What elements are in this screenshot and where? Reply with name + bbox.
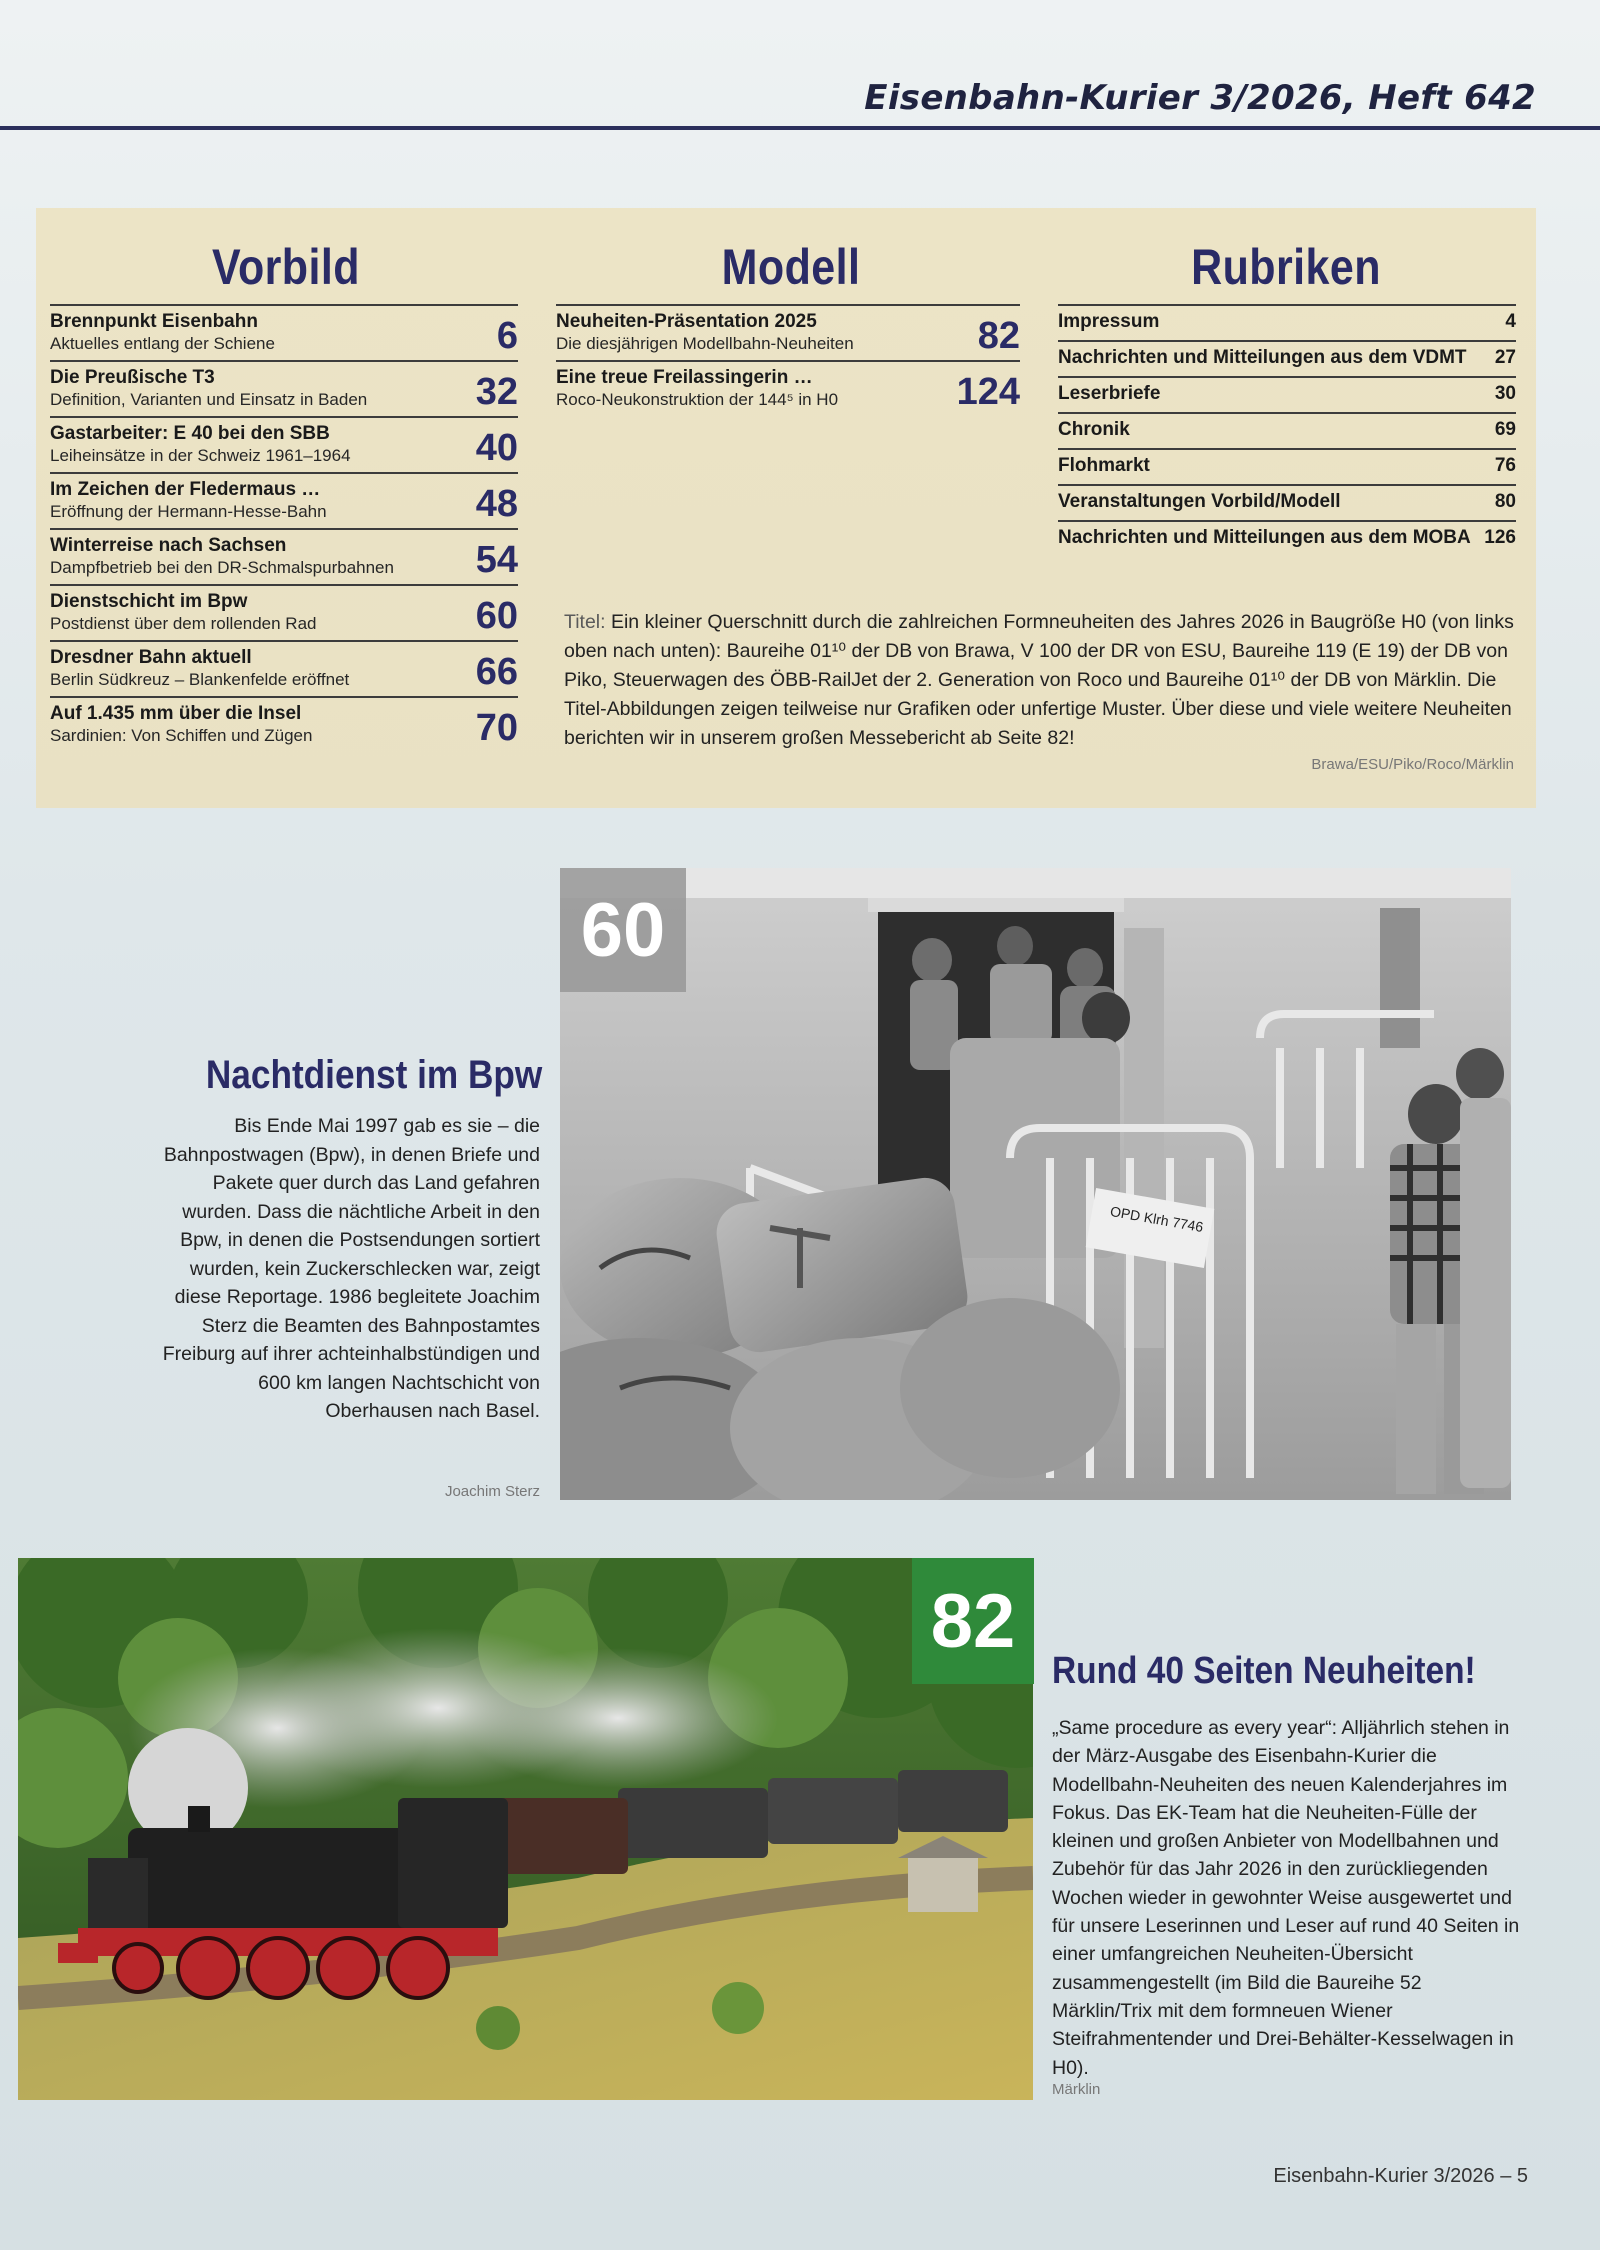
toc-entry-subtitle: Roco-Neukonstruktion der 144⁵ in H0 bbox=[556, 390, 839, 409]
toc-entry[interactable] bbox=[50, 472, 518, 528]
toc-entry-page: 40 bbox=[475, 427, 518, 469]
toc-entry-subtitle: Postdienst über dem rollenden Rad bbox=[50, 614, 317, 633]
toc-entry-subtitle: Leiheinsätze in der Schweiz 1961–1964 bbox=[50, 446, 351, 465]
toc-entry-subtitle: Dampfbetrieb bei den DR-Schmalspurbahnen bbox=[50, 558, 394, 577]
cover-caption-credit: Brawa/ESU/Piko/Roco/Märklin bbox=[1311, 756, 1514, 773]
toc-entry-page: 82 bbox=[977, 315, 1020, 357]
rubrik-page: 4 bbox=[1505, 311, 1516, 332]
toc-heading-modell: Modell bbox=[721, 239, 861, 295]
rubrik-entry[interactable] bbox=[1058, 412, 1516, 448]
toc-entry-subtitle: Die diesjährigen Modellbahn-Neuheiten bbox=[556, 334, 854, 353]
toc-entry[interactable] bbox=[556, 304, 1020, 360]
rubrik-page: 27 bbox=[1494, 347, 1516, 368]
rubrik-entry[interactable] bbox=[1058, 448, 1516, 484]
toc-entry-page: 6 bbox=[496, 315, 518, 357]
toc-entry-title: Auf 1.435 mm über die Insel bbox=[50, 703, 302, 724]
cover-caption-label: Titel: bbox=[564, 611, 606, 633]
rubrik-page: 76 bbox=[1494, 455, 1516, 476]
magazine-issue-header: Eisenbahn-Kurier 3/2026, Heft 642 bbox=[864, 78, 1536, 118]
feature60-heading[interactable]: Nachtdienst im Bpw bbox=[205, 1053, 542, 1097]
toc-entry-page: 54 bbox=[475, 539, 518, 581]
rubrik-entry[interactable] bbox=[1058, 484, 1516, 520]
rubrik-page: 126 bbox=[1484, 527, 1516, 548]
cover-caption bbox=[564, 608, 1516, 753]
toc-entry-page: 66 bbox=[475, 651, 518, 693]
toc-entry[interactable] bbox=[50, 640, 518, 696]
toc-entry-page: 48 bbox=[475, 483, 518, 525]
rubrik-title: Nachrichten und Mitteilungen aus dem VDMT bbox=[1058, 347, 1467, 368]
toc-entry-title: Neuheiten-Präsentation 2025 bbox=[556, 311, 817, 332]
cover-caption-text: Ein kleiner Querschnitt durch die zahlreichen Formneuheiten des Jahres 2026 in Baugröße H0 (von links oben nach unten): Baureihe 01¹⁰ der DB von Brawa, V 100 der DR von ESU, Baureihe 119 (E 19) der DB von Piko, Steuerwagen des ÖBB-RailJet der 2. Generation von Roco und Baureihe 01¹⁰ der DB von Märklin. Die Titel-Abbildungen zeigen teilweise nur Grafiken oder unfertige Muster. Über diese und viele weitere Neuheiten berichten wir in unserem großen Messebericht ab Seite 82! bbox=[564, 611, 1514, 749]
rubrik-page: 80 bbox=[1494, 491, 1516, 512]
rubrik-entry[interactable] bbox=[1058, 520, 1516, 556]
rubrik-entry[interactable] bbox=[1058, 340, 1516, 376]
rubrik-page: 69 bbox=[1494, 419, 1516, 440]
toc-column-modell bbox=[556, 304, 1020, 416]
toc-entry-title: Im Zeichen der Fledermaus … bbox=[50, 479, 321, 500]
rubrik-title: Flohmarkt bbox=[1058, 455, 1150, 476]
feature60-photo-credit: Joachim Sterz bbox=[444, 1483, 540, 1500]
toc-entry[interactable] bbox=[50, 584, 518, 640]
toc-entry-page: 32 bbox=[475, 371, 518, 413]
table-of-contents bbox=[36, 208, 1536, 808]
toc-entry-subtitle: Eröffnung der Hermann-Hesse-Bahn bbox=[50, 502, 327, 521]
rubrik-title: Nachrichten und Mitteilungen aus dem MOBA bbox=[1058, 527, 1471, 548]
toc-entry[interactable] bbox=[50, 360, 518, 416]
toc-heading-rubriken: Rubriken bbox=[1191, 239, 1381, 295]
toc-column-rubriken bbox=[1058, 304, 1516, 556]
rubrik-title: Impressum bbox=[1058, 311, 1160, 332]
toc-entry-title: Die Preußische T3 bbox=[50, 367, 215, 388]
toc-entry-subtitle: Sardinien: Von Schiffen und Zügen bbox=[50, 726, 313, 745]
toc-entry-page: 70 bbox=[475, 707, 518, 749]
toc-entry-title: Brennpunkt Eisenbahn bbox=[50, 311, 258, 332]
feature60-body: Bis Ende Mai 1997 gab es sie – die Bahnpostwagen (Bpw), in denen Briefe und Pakete quer durch das Land gefahren wurden. Dass die nächtliche Arbeit in den Bpw, in denen die Postsendungen sortiert wurden, kein Zuckerschlecken war, zeigt diese Reportage. 1986 begleitete Joachim Sterz die Beamten des Bahnpostamtes Freiburg auf ihrer achteinhalbstündigen und 600 km langen Nachtschicht von Oberhausen nach Basel. bbox=[162, 1115, 540, 1422]
model-train-photo-illustration bbox=[18, 1558, 1033, 2100]
toc-entry-title: Eine treue Freilassingerin … bbox=[556, 367, 813, 388]
toc-entry-page: 60 bbox=[475, 595, 518, 637]
toc-entry[interactable] bbox=[50, 416, 518, 472]
rubrik-entry[interactable] bbox=[1058, 376, 1516, 412]
postal-car-photo-illustration bbox=[560, 868, 1511, 1500]
toc-entry-title: Dresdner Bahn aktuell bbox=[50, 647, 252, 668]
rubrik-title: Leserbriefe bbox=[1058, 383, 1161, 404]
rubrik-title: Chronik bbox=[1058, 419, 1130, 440]
header-rule bbox=[0, 126, 1600, 130]
toc-entry-title: Dienstschicht im Bpw bbox=[50, 591, 248, 612]
rubrik-page: 30 bbox=[1494, 383, 1516, 404]
page-badge-60: 60 bbox=[560, 868, 686, 992]
toc-entry[interactable] bbox=[50, 696, 518, 752]
toc-entry-subtitle: Aktuelles entlang der Schiene bbox=[50, 334, 275, 353]
toc-entry-subtitle: Definition, Varianten und Einsatz in Baden bbox=[50, 390, 368, 409]
toc-entry-page: 124 bbox=[956, 371, 1020, 413]
toc-entry[interactable] bbox=[50, 528, 518, 584]
toc-entry[interactable] bbox=[556, 360, 1020, 416]
toc-entry-title: Gastarbeiter: E 40 bei den SBB bbox=[50, 423, 330, 444]
postal-tag-label: OPD Klrh 7746 bbox=[1108, 1202, 1205, 1236]
toc-entry[interactable] bbox=[50, 304, 518, 360]
feature82-photo-credit: Märklin bbox=[1052, 2081, 1101, 2098]
toc-entry-title: Winterreise nach Sachsen bbox=[50, 535, 287, 556]
toc-entry-subtitle: Berlin Südkreuz – Blankenfelde eröffnet bbox=[50, 670, 350, 689]
feature82-body: „Same procedure as every year“: Alljährlich stehen in der März-Ausgabe des Eisenbahn-Kurier die Modellbahn-Neuheiten des neuen Kalenderjahres im Fokus. Das EK-Team hat die Neuheiten-Fülle der kleinen und großen Anbieter von Modellbahnen und Zubehör für das Jahr 2026 in den zurückliegenden Wochen wieder in gewohnter Weise ausgewertet und für unsere Leserinnen und Leser auf rund 40 Seiten in einer umfangreichen Neuheiten-Übersicht zusammengestellt (im Bild die Baureihe 52 Märklin/Trix mit dem formneuen Wiener Steifrahmentender und Drei-Behälter-Kesselwagen in H0). bbox=[1052, 1717, 1520, 2079]
page-footer: Eisenbahn-Kurier 3/2026 – 5 bbox=[1273, 2165, 1528, 2187]
model-train-photo bbox=[18, 1558, 1033, 2100]
feature82-heading[interactable]: Rund 40 Seiten Neuheiten! bbox=[1052, 1650, 1476, 1692]
toc-heading-vorbild: Vorbild bbox=[212, 239, 360, 295]
rubrik-entry[interactable] bbox=[1058, 304, 1516, 340]
rubrik-title: Veranstaltungen Vorbild/Modell bbox=[1058, 491, 1341, 512]
postal-car-photo bbox=[560, 868, 1511, 1500]
page-badge-82: 82 bbox=[912, 1558, 1034, 1684]
toc-column-vorbild bbox=[50, 304, 518, 752]
